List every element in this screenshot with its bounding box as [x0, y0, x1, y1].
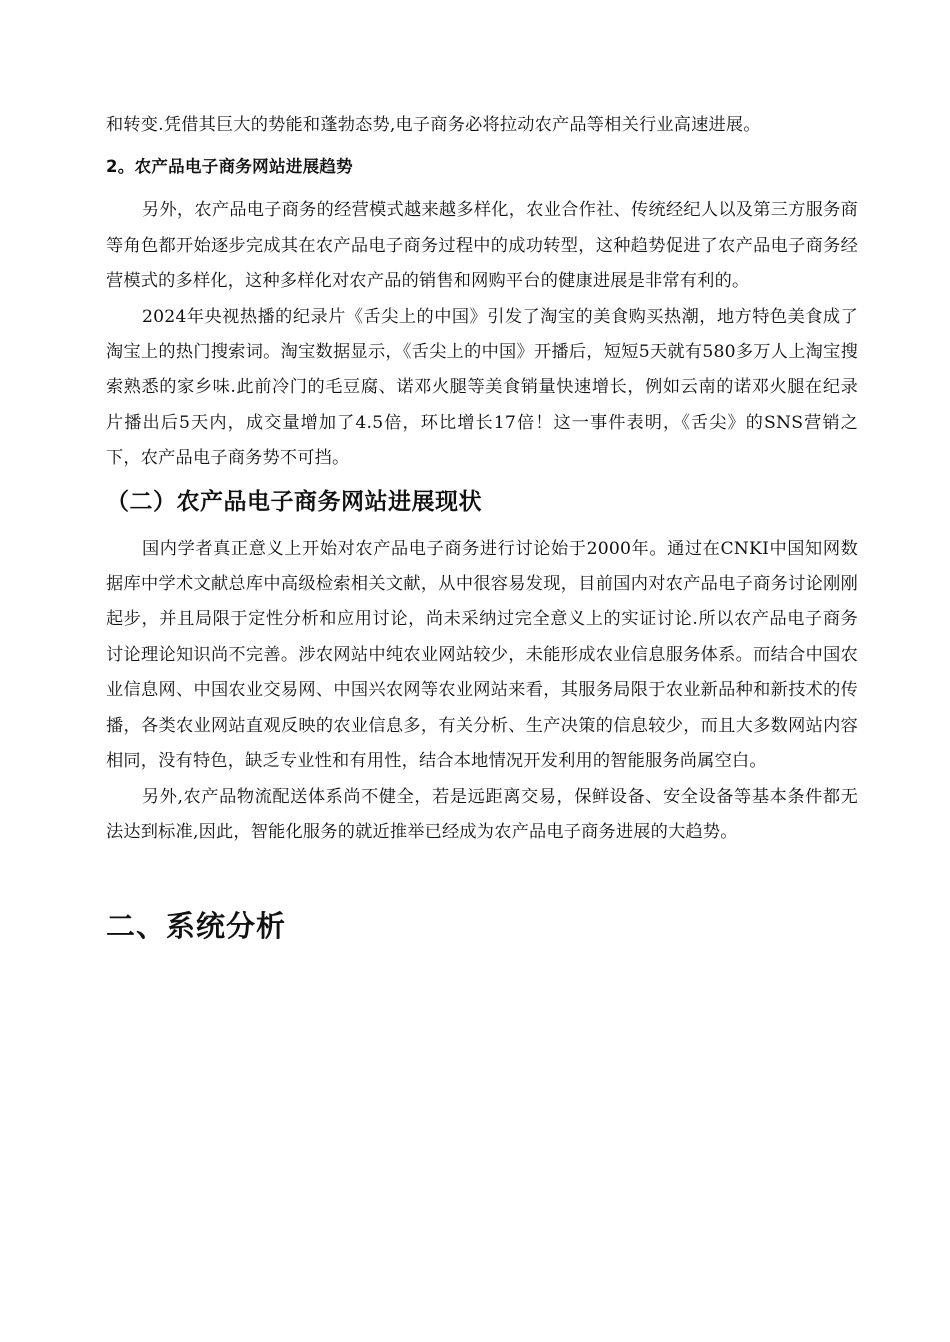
- paragraph-trend-diversification: 另外，农产品电子商务的经营模式越来越多样化，农业合作社、传统经纪人以及第三方服务商等角色都开始逐步完成其在农产品电子商务过程中的成功转型，这种趋势促进了农产品电子商务经营模式的多样化，这种多样化对农产品的销售和网购平台的健康进展是非常有利的。: [106, 200, 858, 292]
- paragraph-intro-tail: 和转变.凭借其巨大的势能和蓬勃态势,电子商务必将拉动农产品等相关行业高速进展。: [106, 115, 761, 135]
- paragraph-status-research: 国内学者真正意义上开始对农产品电子商务进行讨论始于2000年。通过在CNKI中国知网数据库中学术文献总库中高级检索相关文献，从中很容易发现，目前国内对农产品电子商务讨论刚刚起步，并且局限于定性分析和应用讨论，尚未采纳过完全意义上的实证讨论.所以农产品电子商务讨论理论知识尚不完善。涉农网站中纯农业网站较少，未能形成农业信息服务体系。而结合中国农业信息网、中国农业交易网、中国兴农网等农业网站来看，其服务局限于农业新品种和新技术的传播，各类农业网站直观反映的农业信息多，有关分析、生产决策的信息较少，而且大多数网站内容相同，没有特色，缺乏专业性和有用性，结合本地情况开发利用的智能服务尚属空白。: [106, 538, 858, 772]
- paragraph-status-logistics: 另外,农产品物流配送体系尚不健全，若是远距离交易，保鲜设备、安全设备等基本条件都无法达到标准,因此，智能化服务的就近推举已经成为农产品电子商务进展的大趋势。: [106, 786, 858, 842]
- page-content: [106, 108, 858, 946]
- paragraph-trend-documentary: 2024年央视热播的纪录片《舌尖上的中国》引发了淘宝的美食购买热潮，地方特色美食成了淘宝上的热门搜索词。淘宝数据显示，《舌尖上的中国》开播后，短短5天就有580多万人上淘宝搜索熟悉的家乡味.此前冷门的毛豆腐、诺邓火腿等美食销量快速增长，例如云南的诺邓火腿在纪录片播出后5天内，成交量增加了4.5倍，环比增长17倍！这一事件表明，《舌尖》的SNS营销之下，农产品电子商务势不可挡。: [106, 306, 858, 469]
- subheading-development-trend: 2。农产品电子商务网站进展趋势: [106, 157, 353, 177]
- section-heading-current-status: （二）农产品电子商务网站进展现状: [106, 488, 482, 515]
- chapter-heading-system-analysis: 二、系统分析: [106, 909, 287, 944]
